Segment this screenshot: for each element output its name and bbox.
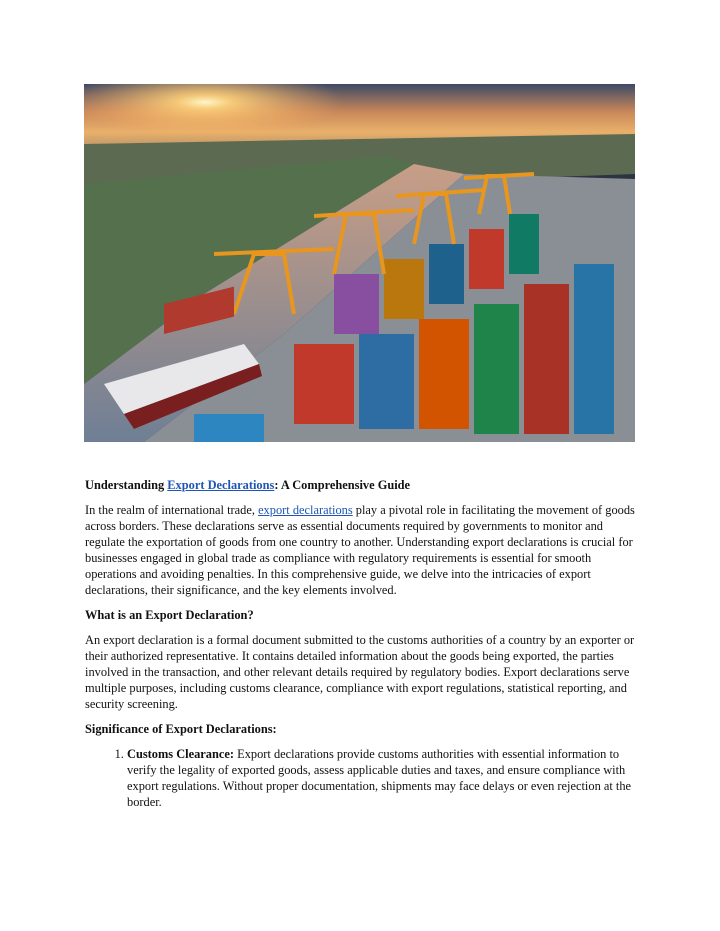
article <box>85 477 637 810</box>
section-heading-what-is: What is an Export Declaration? <box>85 608 254 622</box>
list-item-text: Export declarations provide customs authorities with essential information to verify the legality of exported goods, assess applicable duties and taxes, and ensure compliance with export regulations. Without proper documentation, shipments may face delays or even rejection at the border. <box>127 747 632 809</box>
article-title: Understanding Export Declarations: A Comprehensive Guide <box>85 478 411 492</box>
list-item <box>127 746 637 810</box>
section-heading-significance: Significance of Export Declarations: <box>85 722 277 736</box>
intro-paragraph: In the realm of international trade, export declarations play a pivotal role in facilitating the movement of goods across borders. These declarations serve as essential documents required by governments to monitor and regulate the exportation of goods from one country to another. Understanding export declarations is crucial for businesses engaged in global trade as compliance with regulatory requirements is essential for smooth operations and avoiding penalties. In this comprehensive guide, we delve into the intricacies of export declarations, their significance, and the key elements involved. <box>85 503 635 597</box>
intro-export-declarations-link[interactable]: export declarations <box>258 503 353 517</box>
hero-image <box>84 84 635 442</box>
list-item-term: Customs Clearance: <box>127 747 235 761</box>
section-body-what-is: An export declaration is a formal document submitted to the customs authorities of a country by an exporter or their authorized representative. It contains detailed information about the goods being exported, the parties involved in the transaction, and other relevant details required by regulatory bodies. Export declarations serve multiple purposes, including customs clearance, compliance with export regulations, statistical reporting, and security screening. <box>85 633 635 711</box>
significance-list <box>85 746 637 810</box>
port-illustration <box>84 84 635 442</box>
title-export-declarations-link[interactable]: Export Declarations <box>167 478 275 492</box>
